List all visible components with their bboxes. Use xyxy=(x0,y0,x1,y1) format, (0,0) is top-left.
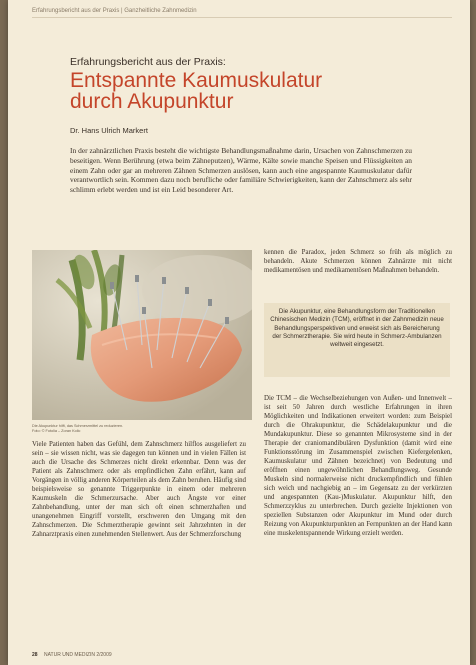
title-line-1: Entspannte Kaumuskulatur xyxy=(70,69,323,92)
body-column-right-top: kennen die Paradox, jeden Schmerz so früh als möglich zu behandeln. Akute Schmerzen können Zahnärzte mit nicht medikamentösen und medikamentösen Maßnahmen behandeln. xyxy=(264,249,452,274)
body-column-left: Viele Patienten haben das Gefühl, dem Zahnschmerz hilflos ausgeliefert zu sein – sie wissen nicht, was sie dagegen tun können und in vielen Fällen ist auch die Ursache des Schmerzes nicht direkt erkennbar. Denn was der Patient als Zahnschmerz oder als empfindlichen Zahn erfährt, kann auf Vorgängen in völlig anderen Körperteilen als dem Zahn beruhen. Häufig sind beispielsweise so genannte Triggerpunkte in einem oder mehreren Kaumuskeln die Schmerzursache. Aber auch Ängste vor einer Zahnbehandlung, unter der man sich oft einen schmerzhaften und unangenehmen Eingriff vorstellt, erschweren den Umgang mit den Zahnschmerzen. Die Schmerztherapie gewinnt seit Jahrzehnten in der Zahnarztpraxis einen zunehmenden Stellenwert. Aus der Schmerzforschung xyxy=(32,441,246,538)
publication-name: NATUR UND MEDIZIN 2/2009 xyxy=(43,652,112,658)
magazine-page xyxy=(8,0,470,665)
page-number: 28 xyxy=(32,652,38,658)
callout-text: Die Akupunktur, eine Behandlungsform der Traditionellen Chinesischen Medizin (TCM), eröffnet in der Zahnmedizin neue Behandlungsperspektiven und erweist sich als Bereicherung der Schmerztherapie. Sie wird heute in Schmerz-Ambulanzen weltweit eingesetzt. xyxy=(270,308,444,349)
title-line-2: durch Akupunktur xyxy=(70,90,234,113)
acupuncture-illustration xyxy=(32,250,252,420)
caption-text: Die Akupunktur hilft, das Schmerzmittel zu reduzieren. xyxy=(32,424,124,428)
body-column-right-bottom: Die TCM – die Wechselbeziehungen von Außen- und Innenwelt – ist seit 50 Jahren durch westliche Erfahrungen in ihren Möglichkeiten und Indikationen erweitert worden: zum Beispiel durch die Ohrakupunktur, die Schädelakupunktur und die Mundakupunktur. Diese so genannten Mikrosysteme sind in der Therapie der craniomandibulären Dysfunktion (damit wird eine Funktionsstörung im Zusammenspiel zwischen Kiefergelenken, Kaumuskulatur und Zähnen bezeichnet) von Bedeutung und eröffnen einen ungewöhnlichen Behandlungsweg. Gesunde Muskeln sind normalerweise nicht druckempfindlich und fühlen sich weich und nachgiebig an – im Gegensatz zu der verkürzten und angespannten (Kau-)Muskulatur. Akupunktur hilft, den Schmerzzyklus zu unterbrechen. Durch gezielte Injektionen von speziellen Substanzen oder Akupunktur im Mund oder durch Reizung von Akupunkturpunkten an Fernpunkten an der Hand kann eine muskelentspannende Wirkung erzielt werden. xyxy=(264,395,452,537)
caption-credit: Foto: © Fotolia – Zoran Kolic xyxy=(32,429,81,433)
intro-paragraph: In der zahnärztlichen Praxis besteht die wichtigste Behandlungsmaßnahme darin, Ursachen von Zahnschmerzen zu beseitigen. Wenn Berührung (etwa beim Zähneputzen), Wärme, Kälte sowie manche Speisen und Flüssigkeiten an einem Zahn oder gar an mehreren Zähnen Schmerzen auslösen, kann auch eine angespannte Kaumuskulatur dafür verantwortlich sein. Kommen dazu noch berufliche oder familiäre Schwierigkeiten, kann der Zahnschmerz als sehr schlimm erlebt werden und ist ein Leid besonderer Art. xyxy=(70,146,412,195)
callout-box xyxy=(264,303,450,377)
page-footer xyxy=(32,652,112,658)
photo-caption xyxy=(32,424,212,434)
running-head: Erfahrungsbericht aus der Praxis | Ganzheitliche Zahnmedizin xyxy=(32,8,452,18)
author-byline: Dr. Hans Ulrich Markert xyxy=(70,126,148,135)
article-title xyxy=(70,70,450,112)
article-kicker: Erfahrungsbericht aus der Praxis: xyxy=(70,56,226,68)
acupuncture-photo xyxy=(32,250,252,420)
